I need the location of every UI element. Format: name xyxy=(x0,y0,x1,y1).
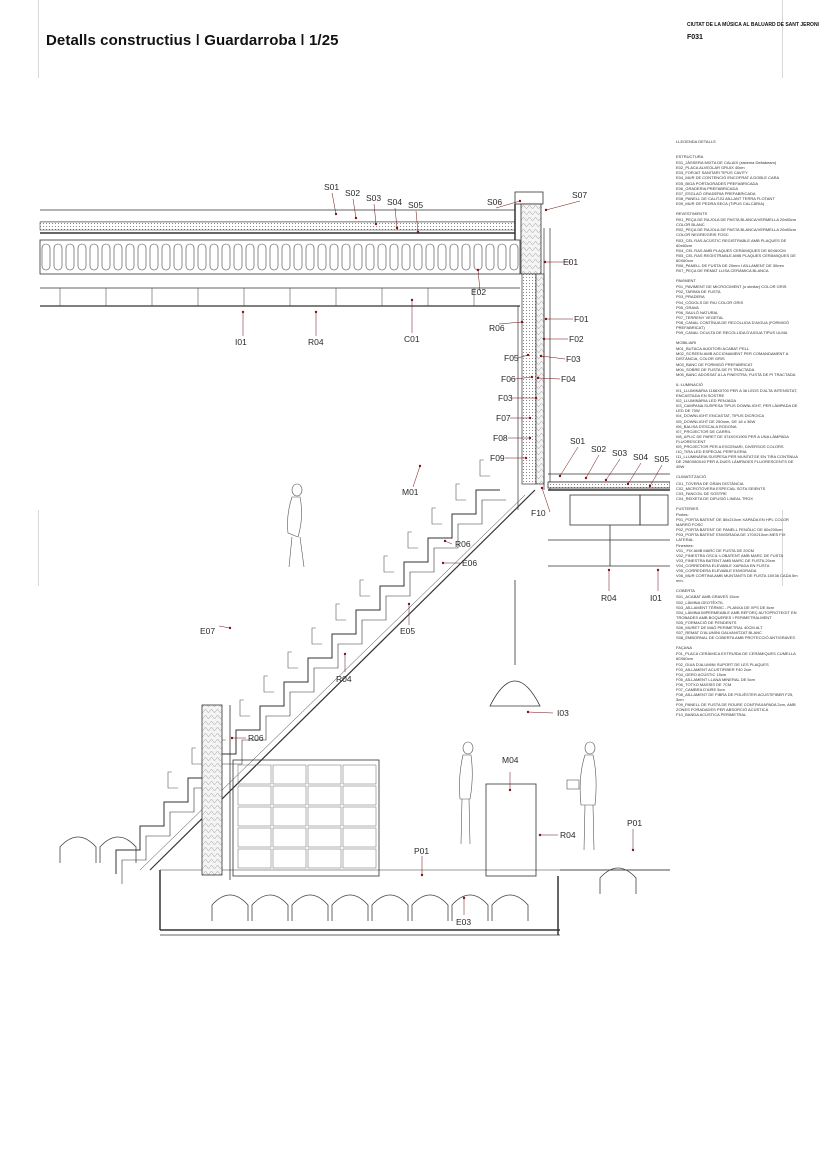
legend-item: F04_GERO ACÚSTIC 15cm xyxy=(676,671,727,677)
legend-section-title: FUSTERIES xyxy=(676,505,699,511)
leader-dot xyxy=(585,477,587,479)
leader-dot xyxy=(541,487,543,489)
legend-panel xyxy=(676,139,798,718)
cabinet-panel xyxy=(308,786,341,805)
cavity-arch xyxy=(212,895,248,921)
leader-dot xyxy=(242,311,244,313)
legend-item: S04_LÀMINA IMPERMEABLE AMB REFORÇ AUTOPROTEGIT EN TROBADES AMB BOQUERES I PERIMETRALMENT xyxy=(676,609,797,620)
sheet-border-right xyxy=(782,0,783,78)
tag-M01: M01 xyxy=(402,487,419,497)
seat xyxy=(480,460,490,476)
legend-item: I02_LLUMINÀRIA LED PENJADA xyxy=(676,398,737,404)
human-figures xyxy=(288,484,597,850)
leader-dot xyxy=(408,603,410,605)
legend-item: R02_PEÇA DE RAJOLA DE PASTA BLANCA/VERMELLA 20x80cm COLOR NEGRE/GRIS FOSC xyxy=(676,227,797,238)
leader-dot xyxy=(527,354,529,356)
legend-item: E06_GRADERIA PREFABRICADA xyxy=(676,185,739,191)
legend-item: V01_ FIX AMB MARC DE FUSTA DE 20CM xyxy=(676,547,754,553)
legend-section-title: ESTRUCTURA xyxy=(676,154,704,160)
leader-dot xyxy=(417,231,419,233)
leader-dot xyxy=(335,213,337,215)
tag-E06: E06 xyxy=(462,558,478,568)
leader-dot xyxy=(509,789,511,791)
legend-section-title: CLIMATITZACIÓ xyxy=(676,474,707,480)
tag-labels xyxy=(200,182,669,927)
cabinet-panel xyxy=(238,786,271,805)
legend-item: I05_DOWNLIGHT DE 250mm, DE 18 o 36W xyxy=(676,418,756,424)
leader-dot xyxy=(344,653,346,655)
tag-F09: F09 xyxy=(490,453,505,463)
legend-section xyxy=(676,340,798,377)
legend-item: R03_CEL RAS ACÚSTIC REGISTRABLE AMB PLAQUES DE 60x60cm xyxy=(676,237,787,248)
legend-item: E03_FORJAT SANITARI TIPUS CAVITY xyxy=(676,170,748,176)
leader-dots xyxy=(229,200,659,899)
legend-item: F02_GUIA D'ALUMINI SUPORT DE LES PLAQUES xyxy=(676,661,769,667)
legend-item: S05_FORMACIÓ DE PENDENTS xyxy=(676,619,737,625)
leader-dot xyxy=(419,465,421,467)
legend-item: I08_APLIC DE PARET DE 374X0X1900 PER A UNA LÀMPADA FLUORESCENT xyxy=(676,433,789,444)
leader-dot xyxy=(529,437,531,439)
legend-item: I11_LLUMINÀRIA SUSPESA PER MUNTATGE EN TIRA CONTÍNUA DE 2980X80X40 PER A DUES LÀMPADES FLUORESCENTS DE 49W xyxy=(676,454,798,470)
seat xyxy=(192,748,202,764)
tag-S04: S04 xyxy=(387,197,403,207)
leader-dot xyxy=(477,269,479,271)
legend-section xyxy=(676,382,798,470)
seat xyxy=(288,652,298,668)
legend-item: M01_BUTACA AUDITORI ACABAT PELL xyxy=(676,346,750,352)
cabinet-panel xyxy=(238,807,271,826)
legend-item: F07_CAMBRA D'AIRE 5cm xyxy=(676,687,725,692)
leader-line xyxy=(546,201,580,210)
legend-item: V03_FINESTRA BATENT AMB MARC DE FUSTA 20cm xyxy=(676,557,776,563)
legend-item: P06_SAULÓ NATURAL xyxy=(676,309,719,315)
roof-slab xyxy=(40,210,520,306)
tag-S07: S07 xyxy=(572,190,588,200)
legend-item: M05_BANC ADOSSAT A LA FINESTRA, FUSTA DE PI TRACTADA xyxy=(676,371,796,377)
leader-dot xyxy=(444,540,446,542)
legend-item: P03_PORTA BATENT ENVIDRADA DE 170X210cm MES FIX LATERAL xyxy=(676,532,786,543)
seat xyxy=(240,700,250,716)
legend-item: I10_TIRA LED ESPECIAL PERFILERIA xyxy=(676,449,747,455)
seat xyxy=(360,580,370,596)
leader-dot xyxy=(315,311,317,313)
tag-I01-right: I01 xyxy=(650,593,662,603)
tag-S01: S01 xyxy=(324,182,340,192)
cabinet-panel xyxy=(343,765,376,784)
legend-item: I03_CAMPANA SUSPESA TIPUS DOWNLIGHT, PER LÀMPADA DE LED DE 70W xyxy=(676,403,798,414)
tag-F05: F05 xyxy=(504,353,519,363)
leader-dot xyxy=(608,569,610,571)
tag-S03-lower: S03 xyxy=(612,448,628,458)
leader-dot xyxy=(355,217,357,219)
tag-E02: E02 xyxy=(471,287,487,297)
leader-dot xyxy=(531,376,533,378)
leader-dot xyxy=(411,299,413,301)
tag-R04-stair: R04 xyxy=(336,674,352,684)
cavity-arch xyxy=(292,895,328,921)
tag-S02: S02 xyxy=(345,188,361,198)
cabinet-panel xyxy=(273,828,306,847)
legend-item: E04_MUR DE CONTENCIÓ ENCOFRAT A DOBLE CARA xyxy=(676,175,780,181)
tag-M04: M04 xyxy=(502,755,519,765)
legend-item: P02_TARIMA DE FUSTA xyxy=(676,289,721,295)
legend-section-title: FAÇANA xyxy=(676,645,693,651)
leader-dot xyxy=(539,834,541,836)
pendant-lamp xyxy=(490,580,540,706)
legend-item: R01_PEÇA DE RAJOLA DE PASTA BLANCA/VERMELLA 20x80cm COLOR BLANC xyxy=(676,217,797,228)
legend-item: S08_EMBORNAL DE COBERTA AMB PROTECCIÓ ANTIGRAVES xyxy=(676,635,795,641)
legend-item: R05_CEL RAS REGISTRABLE AMB PLAQUES CERÀMIQUES DE 60X60cm xyxy=(676,252,796,263)
leader-line xyxy=(528,712,553,713)
legend-item: F08_AÏLLAMENT DE FIBRA DE POLIÈSTER ACUSTIFIBER F25, 3cm xyxy=(676,692,794,703)
legend-item: M02_SCREEN AMB ACCIONAMENT PER COMANDAMENT A DISTÀNCIA, COLOR GRIS xyxy=(676,351,789,362)
legend-section xyxy=(676,211,798,273)
cavity-arch xyxy=(252,895,288,921)
legend-item: P05_GRAVA xyxy=(676,304,699,310)
leader-dot xyxy=(605,479,607,481)
legend-item: P03_PRADERA xyxy=(676,294,705,300)
legend-section xyxy=(676,645,798,717)
tag-F02: F02 xyxy=(569,334,584,344)
legend-item: F05_AÏLLAMENT LLANA MINERAL DE 5cm xyxy=(676,676,755,682)
legend-section xyxy=(676,154,798,206)
leader-line xyxy=(219,626,230,628)
legend-section xyxy=(676,506,798,583)
leader-dot xyxy=(525,457,527,459)
legend-item: I09_PROJECTOR PER A ESCENARI, DIVERSOS COLORS xyxy=(676,443,784,449)
leader-dot xyxy=(375,223,377,225)
cabinet-panel xyxy=(343,828,376,847)
tag-I03: I03 xyxy=(557,708,569,718)
leader-dot xyxy=(649,485,651,487)
cabinet-panel xyxy=(273,849,306,868)
seat xyxy=(336,604,346,620)
legend-item: P01_PAVIMENT DE MICROCIMENT (o similar) COLOR GRIS xyxy=(676,284,787,290)
leader-line xyxy=(413,466,420,487)
cabinet-panel xyxy=(238,765,271,784)
legend-item: P01_PORTA BATENT DE 80x210cm XAPADA EN HPL COLOR MARRÓ FOSC xyxy=(676,517,789,528)
legend-item: S02_LÀMINA GEOTÈXTIL xyxy=(676,599,724,605)
leader-dot xyxy=(543,338,545,340)
legend-heading: LLEGENDA DETALLS xyxy=(676,139,716,144)
legend-item: V05_CORREDERA ELEVABLE ENVIDRADA xyxy=(676,568,757,574)
leader-line xyxy=(541,356,565,359)
leader-line xyxy=(628,463,641,484)
legend-item: C02_MICROTOVERA ESPECIAL SOTA SEIENTS xyxy=(676,485,766,491)
tag-E03: E03 xyxy=(456,917,472,927)
legend-item: R04_CEL RAS AMB PLAQUES CERÀMIQUES DE 60X60CM xyxy=(676,247,786,253)
cabinet-panel xyxy=(343,849,376,868)
leader-dot xyxy=(421,874,423,876)
legend-item: V02_FINESTRA OSCIL·LOBATENT AMB MARC DE FUSTA xyxy=(676,552,784,558)
legend-item: E08_PANELL DE CALITJÚ AÏLLANT TERRA FLOTANT xyxy=(676,195,775,201)
legend-item: P02_PORTA BATENT DE PANELL FENÒLIC DE 60x200cm xyxy=(676,527,783,533)
tag-F01: F01 xyxy=(574,314,589,324)
leader-dot xyxy=(545,209,547,211)
leader-dot xyxy=(229,627,231,629)
legend-item: F01_PLACA CERÀMICA EXTRUÏDA DE CERÀMIQUES CUMELLA 60X60cm xyxy=(676,651,796,662)
legend-item: F06_TOTXO MASSÍS DE 7CM xyxy=(676,681,732,687)
leader-line xyxy=(560,447,578,476)
sheet-title: Detalls constructius ǀ Guardarroba ǀ 1/25 xyxy=(46,32,339,49)
legend-item: P08_CANAL CONTÍNUA DE RECOLLIDA D'AIGUA (FORMIGÓ PREFABRICAT) xyxy=(676,319,790,330)
legend-sections xyxy=(676,154,798,717)
seat xyxy=(432,508,442,524)
legend-item: I04_DOWNLIGHT ENCASTAT, TIPUS DICROICA xyxy=(676,413,765,419)
leader-dot xyxy=(521,321,523,323)
leader-dot xyxy=(535,397,537,399)
leader-dot xyxy=(540,355,542,357)
leader-dot xyxy=(544,261,546,263)
legend-item: S01_ACABAT AMB GRAVES 15cm xyxy=(676,594,739,600)
tag-S02-lower: S02 xyxy=(591,444,607,454)
seat xyxy=(456,484,466,500)
legend-section xyxy=(676,474,798,500)
leader-line xyxy=(606,459,620,480)
seat xyxy=(264,676,274,692)
legend-section-title: PAVIMENT xyxy=(676,278,696,284)
leader-dot xyxy=(463,897,465,899)
legend-item: E09_MUR DE PEDRA SECA (TIPUS CALCÀRIA) xyxy=(676,200,765,206)
seat xyxy=(384,556,394,572)
tag-R06: R06 xyxy=(489,323,505,333)
tag-S06: S06 xyxy=(487,197,503,207)
cabinet-panel xyxy=(308,765,341,784)
legend-item: F03_AÏLLAMENT ACUSTIFIBER F40 2cm xyxy=(676,666,752,672)
leader-line xyxy=(353,199,356,218)
legend-item: P04_CÒDOLS DE RIU COLOR GRIS xyxy=(676,299,744,305)
leader-dot xyxy=(545,318,547,320)
tag-C01: C01 xyxy=(404,334,420,344)
lower-roof xyxy=(548,474,670,566)
tag-E05: E05 xyxy=(400,626,416,636)
legend-item: S07_REMAT D'ALUMINI GALVANITZAT BLANC xyxy=(676,630,762,636)
tag-F10: F10 xyxy=(531,508,546,518)
seat xyxy=(312,628,322,644)
legend-item: C04_REIXETA DE DIFUSIÓ LINEAL TROX xyxy=(676,495,754,501)
legend-item: I01_LLUMINÀRIA 1166X0700 PER A 36 LEDS D'ALTA INTENSITAT, ENCASTADA EN SOSTRE xyxy=(676,387,798,399)
tag-S03: S03 xyxy=(366,193,382,203)
legend-item: I06_BALISA D'ESCALA RODONA xyxy=(676,423,737,429)
cabinet-panel xyxy=(238,828,271,847)
legend-item: M03_BANC DE FORMIGÓ PREFABRICAT xyxy=(676,361,753,367)
tag-E01: E01 xyxy=(563,257,579,267)
legend-item: M04_SOBRE DE FUSTA DE PI TRACTADA xyxy=(676,366,755,372)
leader-dot xyxy=(527,711,529,713)
legend-section-title: REVESTIMENTS xyxy=(676,211,708,217)
tag-F03: F03 xyxy=(566,354,581,364)
leader-dot xyxy=(396,227,398,229)
legend-item: Portes: xyxy=(676,512,689,517)
cabinet-panel xyxy=(273,765,306,784)
leader-dot xyxy=(519,200,521,202)
leader-line xyxy=(332,193,336,214)
leader-dot xyxy=(231,737,233,739)
leader-dot xyxy=(657,569,659,571)
tag-I01: I01 xyxy=(235,337,247,347)
tag-R06-lower: R06 xyxy=(248,733,264,743)
cabinet-panel xyxy=(308,849,341,868)
tag-R04: R04 xyxy=(308,337,324,347)
legend-item: I07_PROJECTOR DE CARRIL xyxy=(676,428,731,434)
tag-F07: F07 xyxy=(496,413,511,423)
legend-item: V06_MUR CORTINA AMB MUNTANTS DE FUSTA 15X36 CADA 5m mín. xyxy=(676,573,798,584)
legend-item: R07_PEÇA DE REMAT LLISA CERÀMICA BLANCA xyxy=(676,268,769,274)
cabinet-panel xyxy=(343,807,376,826)
tag-R06-mid: R06 xyxy=(455,539,471,549)
tag-F08: F08 xyxy=(493,433,508,443)
legend-item: S03_AÏLLAMENT TÈRMIC - PLANXA DE XPS DE 8cm xyxy=(676,604,775,610)
legend-item: C01_TOVERA DE GRAN DISTÀNCIA xyxy=(676,480,744,486)
tag-S05-lower: S05 xyxy=(654,454,670,464)
cabinet-panel xyxy=(343,786,376,805)
cabinet-panel xyxy=(308,828,341,847)
legend-item: E01_JÀSSERA MIXTA DE CALAIX (sistema Deltabeam) xyxy=(676,160,777,166)
cavity-arch xyxy=(492,895,528,921)
cavity-formwork-arches xyxy=(60,837,636,921)
leader-dot xyxy=(627,483,629,485)
legend-section-title: IL·LUMINACIÓ xyxy=(676,381,703,387)
legend-item: Finestres: xyxy=(676,542,694,548)
tag-F06: F06 xyxy=(501,374,516,384)
leader-dot xyxy=(632,849,634,851)
project-name: CIUTAT DE LA MÚSICA AL BALUARD DE SANT JERONI xyxy=(687,22,819,28)
tag-F04: F04 xyxy=(561,374,576,384)
cavity-arch xyxy=(332,895,368,921)
cavity-arch xyxy=(60,837,96,863)
seat xyxy=(168,772,178,788)
tag-R04-lower: R04 xyxy=(560,830,576,840)
seating-tiers xyxy=(116,460,535,884)
legend-item: E05_BIGA PORTAGRADES PREFABRICADA xyxy=(676,180,759,186)
cabinet-panel xyxy=(308,807,341,826)
tag-F03-lower: F03 xyxy=(498,393,513,403)
legend-section xyxy=(676,278,798,335)
legend-section-title: COBERTA xyxy=(676,588,695,594)
tag-S05: S05 xyxy=(408,200,424,210)
legend-item: E07_ESGLAÓ GRADERIA PREFABRICADA xyxy=(676,190,756,196)
leader-line xyxy=(374,204,376,224)
cavity-arch xyxy=(412,895,448,921)
tag-E07: E07 xyxy=(200,626,216,636)
legend-item: S06_MURET DE MAÓ PERIMETRAL 40CM ALT xyxy=(676,624,763,630)
leader-dot xyxy=(529,417,531,419)
legend-item: V04_CORREDERA ELEVABLE XAPADA EN FUSTA xyxy=(676,562,770,568)
legend-item: E02_PLACA ALVEOLAR GRUIX 40cm xyxy=(676,165,745,171)
leader-line xyxy=(586,455,599,478)
legend-item: C03_FANCOIL DE SOSTRE xyxy=(676,490,727,496)
leader-lines xyxy=(219,193,662,915)
legend-item: F09_PANELL DE FUSTA DE ROURE CONTRAXAPADA 2cm, AMB ZONES FORADADES PER ABSORCIÓ ACÚSTICA xyxy=(676,702,796,713)
cabinet-panel xyxy=(273,786,306,805)
legend-section xyxy=(676,588,798,640)
tag-R04-right: R04 xyxy=(601,593,617,603)
tag-P01-right: P01 xyxy=(627,818,643,828)
tag-S01-lower: S01 xyxy=(570,436,586,446)
cabinet-panel xyxy=(273,807,306,826)
cavity-arch xyxy=(372,895,408,921)
leader-dot xyxy=(442,562,444,564)
cabinet-grid xyxy=(238,765,376,868)
seat xyxy=(408,532,418,548)
legend-item: F10_BANDA ACÚSTICA PERIMETRAL xyxy=(676,712,747,718)
legend-item: P07_TERRENY VEGETAL xyxy=(676,314,724,320)
legend-item: R06_PANELL DE FUSTA DE 20mm I AÏLLAMENT DE 30mm xyxy=(676,262,784,268)
sheet-code: F031 xyxy=(687,34,703,41)
cavity-arch xyxy=(600,868,636,894)
tag-S04-lower: S04 xyxy=(633,452,649,462)
leader-dot xyxy=(537,377,539,379)
cabinet-panel xyxy=(238,849,271,868)
legend-item: P09_CANAL OCULTA DE RECOLLIDA D'AIGUA TIPUS ULMA xyxy=(676,330,788,336)
legend-section-title: MOBILIARI xyxy=(676,340,697,346)
lower-level xyxy=(60,705,670,935)
leader-dot xyxy=(559,475,561,477)
tag-P01: P01 xyxy=(414,846,430,856)
